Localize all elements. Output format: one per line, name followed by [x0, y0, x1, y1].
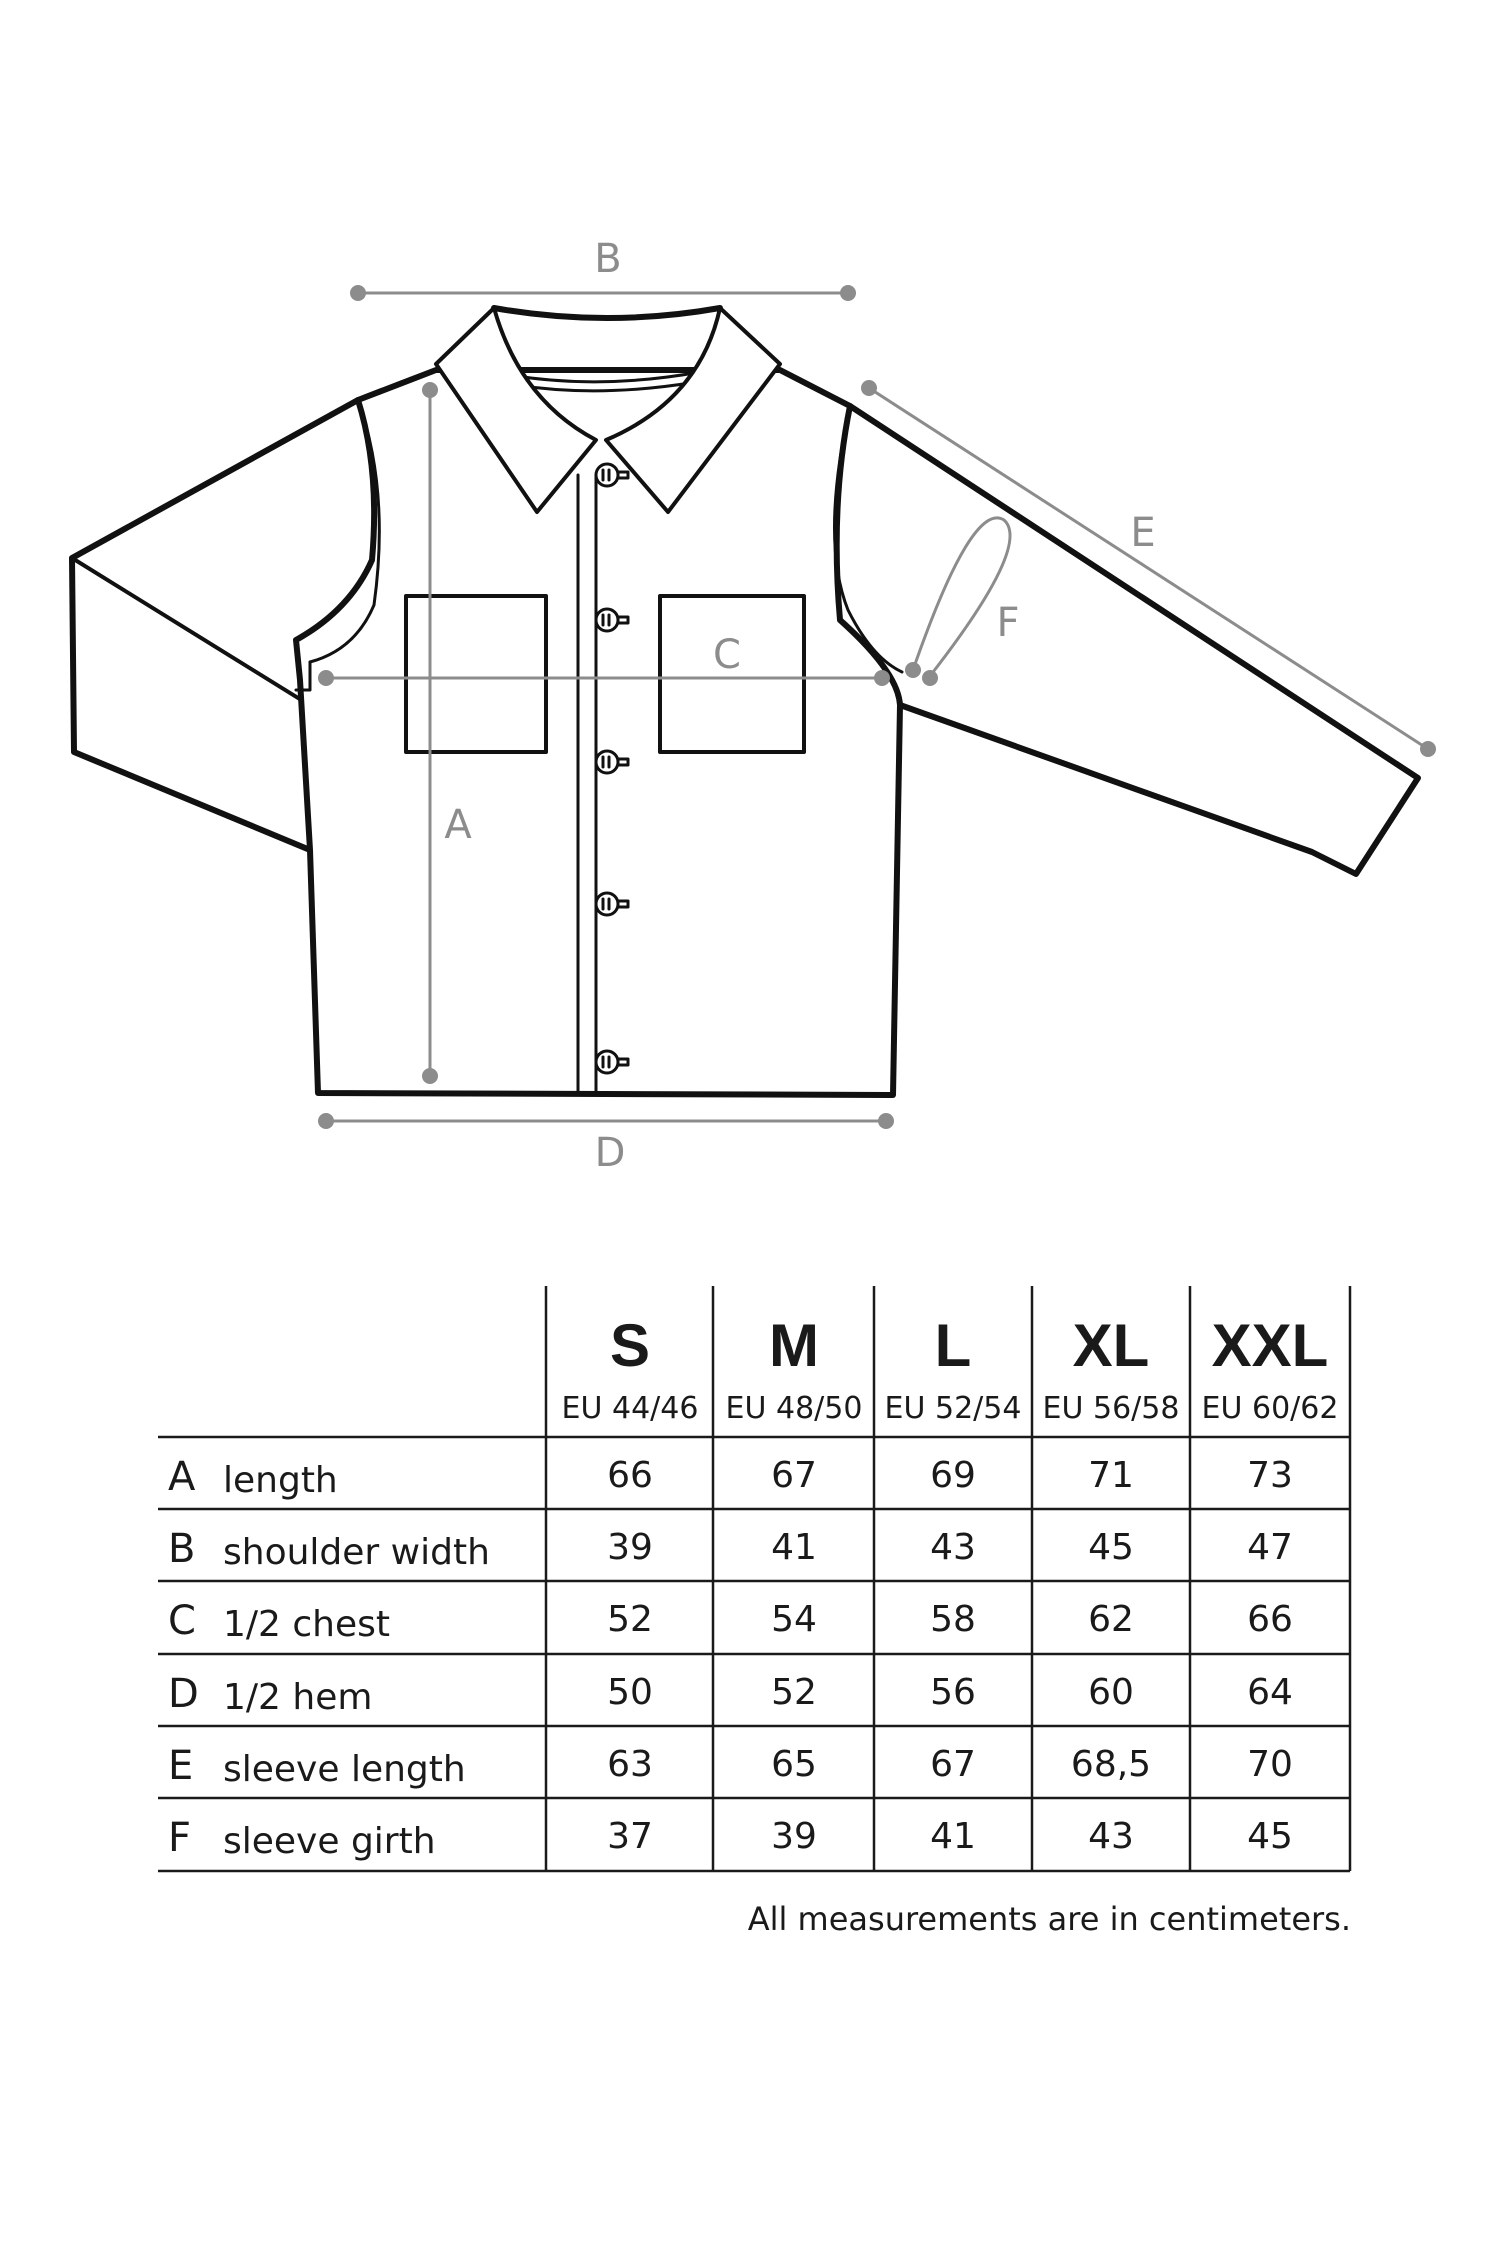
- table-cell: 47: [1247, 1527, 1293, 1568]
- eu-size: EU 48/50: [725, 1391, 863, 1426]
- label-d: D: [594, 1130, 626, 1176]
- eu-size: EU 44/46: [561, 1391, 699, 1426]
- table-cell: 69: [930, 1455, 976, 1496]
- table-cell: 62: [1088, 1599, 1134, 1640]
- table-cell: 43: [1088, 1816, 1134, 1857]
- row-letter: A: [168, 1454, 196, 1500]
- row-letter: E: [168, 1743, 194, 1789]
- row-label: 1/2 chest: [223, 1604, 391, 1645]
- size-name: S: [609, 1312, 651, 1379]
- table-row: [168, 1743, 1293, 1790]
- label-f: F: [996, 600, 1020, 646]
- measure-b-shoulder: [350, 285, 856, 301]
- row-letter: F: [168, 1815, 192, 1861]
- eu-size: EU 52/54: [884, 1391, 1022, 1426]
- table-cell: 43: [930, 1527, 976, 1568]
- size-header: [562, 1312, 1339, 1426]
- row-label: sleeve girth: [223, 1821, 436, 1862]
- table-cell: 45: [1088, 1527, 1134, 1568]
- row-label: sleeve length: [223, 1749, 466, 1790]
- eu-size: EU 56/58: [1042, 1391, 1180, 1426]
- row-label: 1/2 hem: [223, 1677, 373, 1718]
- row-letter: B: [168, 1526, 196, 1572]
- table-cell: 52: [771, 1672, 817, 1713]
- table-cell: 70: [1247, 1744, 1293, 1785]
- row-letter: C: [168, 1598, 196, 1644]
- row-label: shoulder width: [223, 1532, 490, 1573]
- table-cell: 58: [930, 1599, 976, 1640]
- size-name: XXL: [1211, 1312, 1329, 1379]
- label-c: C: [713, 632, 741, 678]
- table-cell: 52: [607, 1599, 653, 1640]
- label-a: A: [444, 802, 472, 848]
- eu-size: EU 60/62: [1201, 1391, 1339, 1426]
- table-cell: 50: [607, 1672, 653, 1713]
- table-cell: 39: [771, 1816, 817, 1857]
- table-cell: 37: [607, 1816, 653, 1857]
- units-footnote: All measurements are in centimeters.: [747, 1900, 1351, 1938]
- label-e: E: [1130, 510, 1156, 556]
- row-letter: D: [168, 1671, 199, 1717]
- table-cell: 65: [771, 1744, 817, 1785]
- table-cell: 68,5: [1070, 1744, 1152, 1785]
- table-cell: 67: [930, 1744, 976, 1785]
- table-row: [168, 1526, 1293, 1573]
- table-cell: 66: [1247, 1599, 1293, 1640]
- table-row: [168, 1454, 1293, 1501]
- table-row: [168, 1815, 1293, 1862]
- table-row: [168, 1598, 1293, 1645]
- left-chest-pocket: [406, 596, 546, 752]
- table-cell: 54: [771, 1599, 817, 1640]
- size-name: L: [934, 1312, 972, 1379]
- table-cell: 41: [930, 1816, 976, 1857]
- table-cell: 60: [1088, 1672, 1134, 1713]
- table-cell: 64: [1247, 1672, 1293, 1713]
- size-name: M: [769, 1312, 819, 1379]
- table-cell: 73: [1247, 1455, 1293, 1496]
- right-sleeve: [850, 406, 1418, 874]
- table-row: [168, 1671, 1293, 1718]
- jacket-outline: [72, 308, 1418, 1095]
- table-cell: 63: [607, 1744, 653, 1785]
- table-cell: 39: [607, 1527, 653, 1568]
- table-cell: 56: [930, 1672, 976, 1713]
- table-cell: 66: [607, 1455, 653, 1496]
- size-table: [0, 1280, 1500, 1920]
- measure-d-hem: [318, 1113, 894, 1129]
- table-cell: 67: [771, 1455, 817, 1496]
- table-cell: 41: [771, 1527, 817, 1568]
- row-label: length: [223, 1460, 338, 1501]
- table-cell: 45: [1247, 1816, 1293, 1857]
- label-b: B: [594, 236, 622, 282]
- size-name: XL: [1072, 1312, 1150, 1379]
- table-cell: 71: [1088, 1455, 1134, 1496]
- collar-top: [494, 308, 720, 318]
